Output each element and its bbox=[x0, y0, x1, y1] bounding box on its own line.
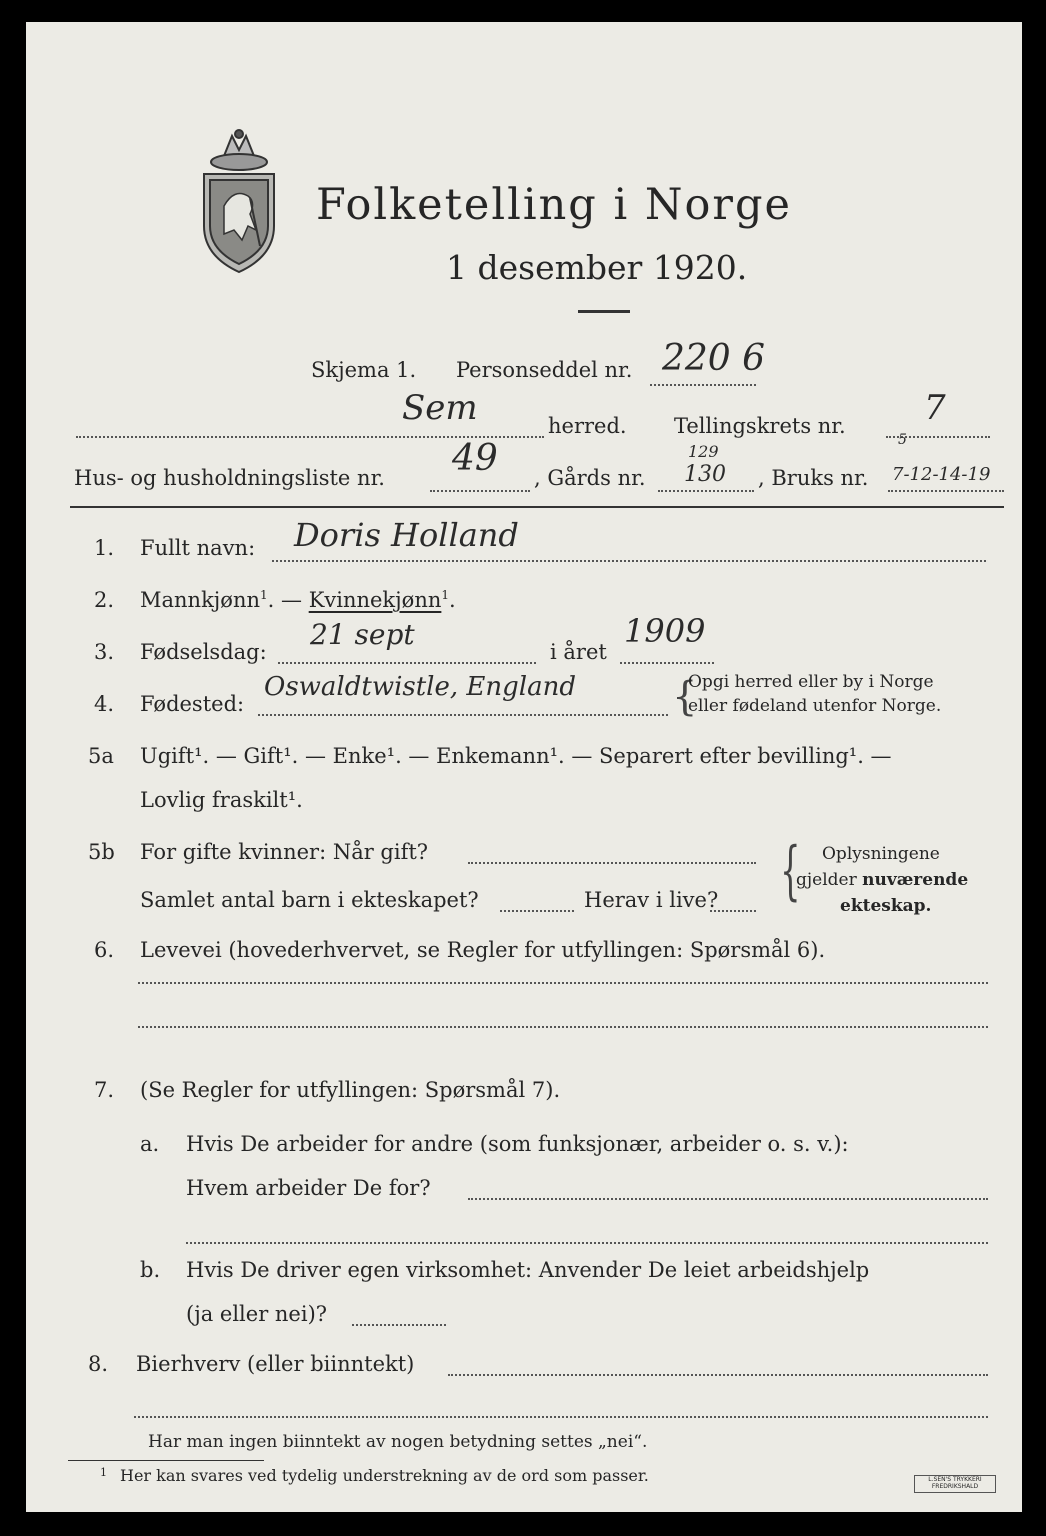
coat-of-arms-icon bbox=[194, 126, 284, 276]
q8-number: 8. bbox=[88, 1352, 109, 1376]
q4-number: 4. bbox=[94, 692, 115, 716]
q6-field-line1 bbox=[138, 982, 988, 984]
q4-label: Fødested: bbox=[140, 692, 245, 716]
herred-value[interactable]: Sem bbox=[402, 388, 478, 428]
person-value[interactable]: 220 6 bbox=[662, 338, 766, 379]
q4-field-line bbox=[258, 714, 668, 716]
title-divider bbox=[578, 310, 630, 313]
gards-field-line bbox=[658, 490, 754, 492]
q4-note-line2: eller fødeland utenfor Norge. bbox=[688, 696, 942, 716]
q3-number: 3. bbox=[94, 640, 115, 664]
q5b-note-line1: Oplysningene bbox=[822, 844, 940, 864]
q5b-note-line2a: gjelder bbox=[796, 870, 863, 890]
q5b-line2b: Herav i live? bbox=[584, 888, 719, 912]
hus-value[interactable]: 49 bbox=[452, 438, 498, 479]
q7b-label: Hvis De driver egen virksomhet: Anvender De leiet arbeidshjelp bbox=[186, 1258, 870, 1282]
printer-stamp bbox=[914, 1475, 996, 1493]
q7b-sub: (ja eller nei)? bbox=[186, 1302, 328, 1326]
q5b-note-line3: ekteskap. bbox=[840, 896, 932, 916]
person-field-line bbox=[650, 384, 756, 386]
q2-number: 2. bbox=[94, 588, 115, 612]
bruks-label: , Bruks nr. bbox=[758, 466, 869, 490]
form-date: 1 desember 1920. bbox=[446, 248, 748, 287]
q2-female-option[interactable]: Kvinnekjønn bbox=[308, 588, 442, 612]
q5a-number: 5a bbox=[88, 744, 114, 768]
q5b-children-field-line bbox=[500, 910, 574, 912]
person-label: Personseddel nr. bbox=[456, 358, 633, 382]
q5a-line2: Lovlig fraskilt¹. bbox=[140, 788, 303, 812]
q5b-brace: { bbox=[780, 834, 801, 908]
printer-stamp-line1: L.SEN'S TRYKKERI bbox=[928, 1476, 982, 1483]
bruks-field-line bbox=[888, 490, 1004, 492]
schema-label: Skjema 1. bbox=[311, 358, 417, 382]
q4-note-line1: Opgi herred eller by i Norge bbox=[688, 672, 934, 692]
krets-label: Tellingskrets nr. bbox=[674, 414, 846, 438]
q4-value[interactable]: Oswaldtwistle, England bbox=[264, 672, 576, 702]
q7a-number: a. bbox=[140, 1132, 160, 1156]
q3-field-line bbox=[278, 662, 536, 664]
bruks-value[interactable]: 7-12-14-19 bbox=[892, 464, 991, 485]
printer-stamp-line2: FREDRIKSHALD bbox=[931, 1483, 979, 1490]
q1-label: Fullt navn: bbox=[140, 536, 256, 560]
q5a-line1: Ugift¹. — Gift¹. — Enke¹. — Enkemann¹. — Separert efter bevilling¹. — bbox=[140, 744, 892, 768]
footnote-rule bbox=[68, 1460, 264, 1461]
q3-year-field-line bbox=[620, 662, 714, 664]
form-title: Folketelling i Norge bbox=[316, 180, 792, 230]
q3-year-value[interactable]: 1909 bbox=[624, 612, 706, 650]
q5b-number: 5b bbox=[88, 840, 115, 864]
q2-male-option[interactable]: Mannkjønn bbox=[140, 588, 261, 612]
q7-number: 7. bbox=[94, 1078, 115, 1102]
q7a-label: Hvis De arbeider for andre (som funksjonær, arbeider o. s. v.): bbox=[186, 1132, 849, 1156]
q6-label: Levevei (hovederhvervet, se Regler for utfyllingen: Spørsmål 6). bbox=[140, 938, 826, 962]
q8-field-line1 bbox=[448, 1374, 988, 1376]
q3-label: Fødselsdag: bbox=[140, 640, 267, 664]
q1-field-line bbox=[272, 560, 986, 562]
q7b-field-line bbox=[352, 1324, 446, 1326]
q2-separator: . — bbox=[267, 588, 309, 612]
q3-value[interactable]: 21 sept bbox=[310, 618, 415, 651]
q7a-field-line1 bbox=[468, 1198, 988, 1200]
q7-label: (Se Regler for utfyllingen: Spørsmål 7). bbox=[140, 1078, 561, 1102]
header-separator bbox=[70, 506, 1004, 508]
q3-year-label: i året bbox=[550, 640, 607, 664]
q5b-line1: For gifte kvinner: Når gift? bbox=[140, 840, 429, 864]
q6-number: 6. bbox=[94, 938, 115, 962]
census-form-page bbox=[26, 22, 1022, 1512]
q6-field-line2 bbox=[138, 1026, 988, 1028]
gards-label: , Gårds nr. bbox=[534, 466, 646, 490]
q5b-married-field-line bbox=[468, 862, 756, 864]
q8-label: Bierhverv (eller biinntekt) bbox=[136, 1352, 415, 1376]
krets-sup-value: 5 bbox=[898, 432, 907, 448]
q1-number: 1. bbox=[94, 536, 115, 560]
krets-value[interactable]: 7 bbox=[924, 388, 946, 428]
hus-label: Hus- og husholdningsliste nr. bbox=[74, 466, 385, 490]
footnote-mark: 1 bbox=[100, 1466, 107, 1479]
q5b-alive-field-line bbox=[710, 910, 756, 912]
q1-value[interactable]: Doris Holland bbox=[294, 516, 519, 554]
q7a-sub: Hvem arbeider De for? bbox=[186, 1176, 431, 1200]
q5b-note-line2b: nuværende bbox=[862, 870, 969, 890]
q8-note: Har man ingen biinntekt av nogen betydning settes „nei“. bbox=[148, 1432, 648, 1452]
q5b-line2a: Samlet antal barn i ekteskapet? bbox=[140, 888, 479, 912]
hus-field-line bbox=[430, 490, 530, 492]
herred-label: herred. bbox=[548, 414, 627, 438]
footnote-text: Her kan svares ved tydelig understrekning av de ord som passer. bbox=[120, 1466, 649, 1485]
q7a-field-line2 bbox=[186, 1242, 988, 1244]
q7b-number: b. bbox=[140, 1258, 161, 1282]
q4-brace: { bbox=[672, 674, 698, 720]
gards-value[interactable]: 130 bbox=[684, 462, 726, 487]
q8-field-line2 bbox=[134, 1416, 988, 1418]
q2-options: Mannkjønn$^1$. — Kvinnekjønn$^1$. bbox=[140, 588, 456, 612]
gards-value-top: 129 bbox=[688, 442, 719, 461]
